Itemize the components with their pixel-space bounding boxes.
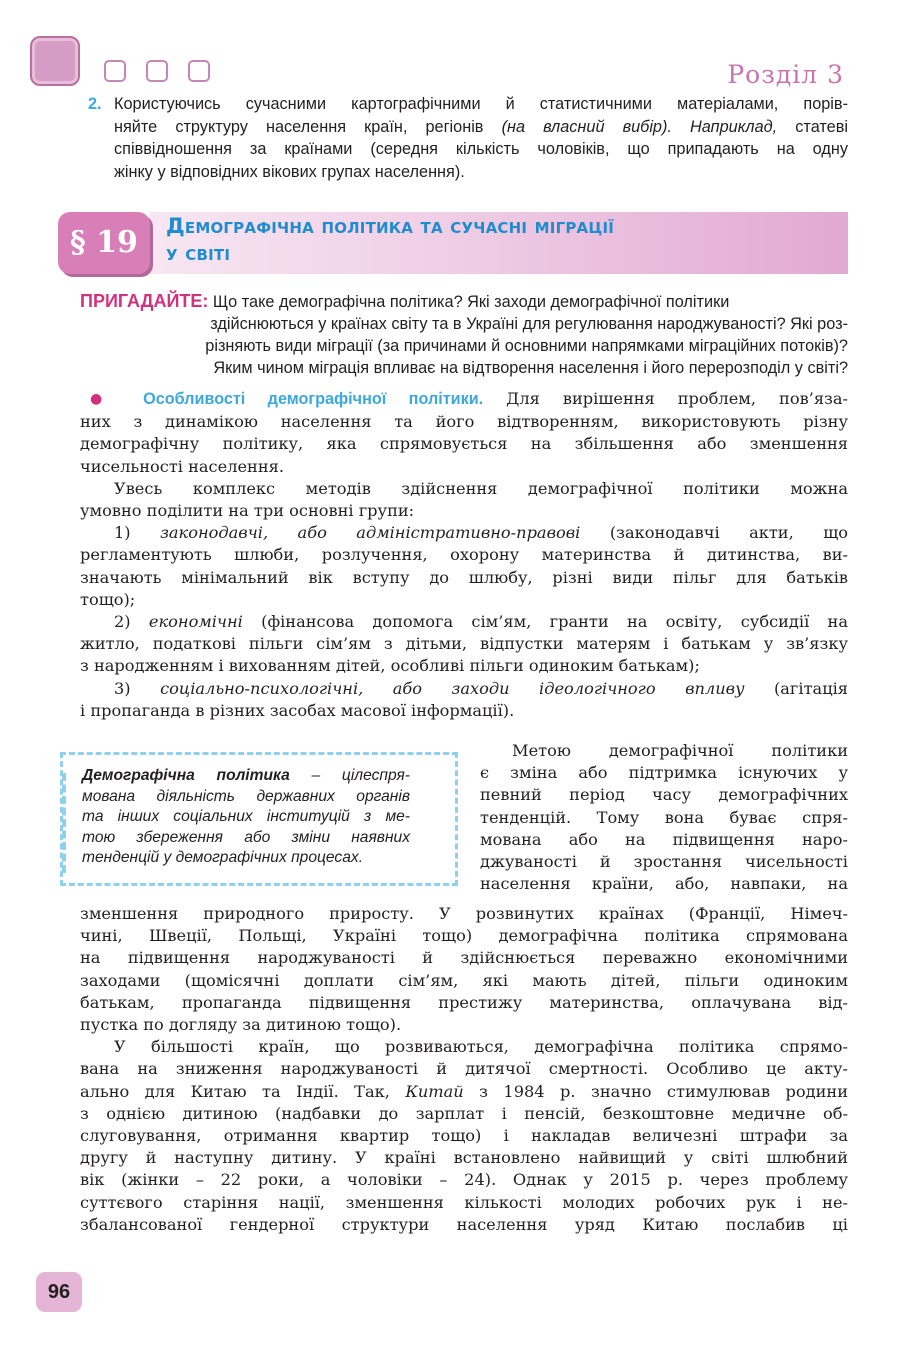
section-header: Розділ 3 (727, 60, 844, 89)
paragraph-title (166, 213, 614, 267)
recall-label: ПРИГАДАЙТЕ: (80, 291, 209, 311)
group-name: економічні (148, 612, 243, 632)
body-line: заходами (щомісячні доплати сім’ям, які мають дітей, пільги одиноким (80, 970, 848, 990)
definition-line: мована діяльність державних органів (82, 787, 410, 805)
task-line: співвідношення за країнами (середня кількість чоловіків, що припадають на одну (114, 140, 848, 158)
definition-line: – цілеспря- (289, 767, 410, 784)
body-line: на підвищення народжуваності й здійснюється переважно економічними (80, 948, 848, 968)
body-line: Метою демографічної політики (512, 741, 848, 760)
body-line: чисельності населення. (80, 456, 284, 476)
body-line: слуговування, отримання квартир тощо) і накладав величезні штрафи за (80, 1126, 848, 1146)
recall-block (80, 290, 848, 379)
body-line: джуваності й зростання чисельності (480, 852, 848, 872)
group-name: соціально-психологічні, або заходи ідеологічного впливу (160, 678, 745, 698)
paragraph-badge: § 19 (58, 212, 150, 274)
task-line: Користуючись сучасними картографічними й статистичними матеріалами, порів- (114, 95, 848, 113)
decorative-square-3 (188, 60, 210, 82)
body-line: демографічну політику, яка спрямовується на збільшення або зменшення (80, 434, 848, 454)
body-line: збалансованої гендерної структури населення уряд Китаю послабив ці (80, 1214, 848, 1234)
definition-line: тою збереження або зміни наявних (82, 828, 410, 846)
paragraph-title-line2: у світі (166, 241, 231, 265)
page-number: 96 (36, 1272, 82, 1312)
body-line: житло, податкові пільги сім’ям з дітьми, відпустки матерям і батькам у зв’язку (80, 634, 848, 654)
body-line: чині, Швеції, Польщі, Україні тощо) демографічна політика спрямована (80, 926, 848, 946)
paragraph-title-line1: Демографічна політика та сучасні міграції (166, 214, 615, 238)
body-line: з однією дитиною (надбавки до зарплат і пенсій, безкоштовне медичне об- (80, 1103, 848, 1123)
body-line: другу й наступну дитину. У країні встановлено найвищий у світі шлюбний (80, 1148, 848, 1168)
body-line: з народженням і вихованням дітей, особливі пільги одиноким батькам); (80, 656, 700, 676)
recall-line: різняють види міграції (за причинами й основними напрямками міграційних потоків)? (205, 337, 848, 355)
definition-term: Демографічна політика (82, 767, 290, 784)
body-line: значають мінімальний вік вступу до шлюбу, різні види пільг для батьків (80, 567, 848, 587)
definition-line: тенденцій у демографічних процесах. (82, 849, 364, 867)
body-line: певний період часу демографічних (480, 785, 848, 805)
body-line: них з динамікою населення та його відтворенням, використовують різну (80, 412, 848, 432)
body-line: (агітація (744, 678, 848, 698)
country-name: Китай (405, 1081, 464, 1101)
task-number: 2. (88, 95, 102, 113)
decorative-square-1 (104, 60, 126, 82)
body-line: Увесь комплекс методів здійснення демографічної політики можна (114, 478, 848, 498)
body-line: мована або на підвищення наро- (480, 829, 848, 849)
recall-line: здійснюються у країнах світу та в Україні для регулювання народжуваності? Які роз- (210, 315, 848, 333)
recall-line: Яким чином міграція впливає на відтворення населення і його перерозподіл у світі? (213, 359, 848, 377)
list-number: 2) (114, 612, 149, 632)
body-line: умовно поділити на три основні групи: (80, 501, 415, 521)
bullet-icon: ● (90, 391, 121, 407)
body-line: (фінансова допомога сім’ям, гранти на освіту, субсидії на (242, 612, 848, 632)
body-line: з 1984 р. значно стимулював родини (463, 1081, 848, 1101)
list-number: 1) (114, 523, 161, 543)
decorative-square-2 (146, 60, 168, 82)
body-text-1 (80, 388, 848, 722)
body-text-2 (80, 903, 848, 1236)
group-name: законодавчі, або адміністративно-правові (160, 523, 581, 543)
body-line: зменшення природного приросту. У розвинутих країнах (Франції, Німеч- (80, 904, 848, 923)
list-number: 3) (114, 678, 161, 698)
body-line: Для вирішення проблем, пов’яза- (483, 389, 848, 408)
body-line: є зміна або підтримка існуючих у (480, 763, 848, 783)
task-2 (88, 93, 848, 183)
subheading: Особливості демографічної політики. (143, 390, 484, 408)
body-line: вана на зниження народжуваності й дитячої смертності. Особливо це акту- (80, 1059, 848, 1079)
task-line: няйте структуру населення країн, регіонів (на власний вибір). Наприклад, статеві (114, 117, 848, 136)
definition-text (82, 766, 410, 869)
body-line: населення країни, або, навпаки, на (480, 874, 848, 894)
body-line: пустка по догляду за дитиною тощо). (80, 1015, 402, 1035)
body-line: регламентують шлюби, розлучення, охорону материнства й дитинства, ви- (80, 545, 848, 565)
right-column-text (480, 740, 848, 895)
body-line: вік (жінки – 22 роки, а чоловіки – 24). Однак у 2015 р. через проблему (80, 1170, 848, 1190)
body-line: У більшості країн, що розвиваються, демографічна політика спрямо- (114, 1037, 848, 1057)
body-line: (законодавчі акти, що (580, 523, 848, 543)
body-line: і пропаганда в різних засобах масової інформації). (80, 700, 515, 720)
task-line: жінку у відповідних вікових групах населення). (114, 162, 465, 181)
body-line: суттєвого старіння нації, зменшення кількості молодих робочих рук і не- (80, 1192, 848, 1212)
definition-line: та інших соціальних інституцій з ме- (82, 808, 410, 826)
body-line: тенденцій. Тому вона буває спря- (480, 807, 848, 827)
recall-line: Що таке демографічна політика? Які заходи демографічної політики (208, 293, 730, 311)
body-line: батькам, пропаганда підвищення престижу материнства, оплачувана від- (80, 992, 848, 1012)
decorative-square-large (30, 36, 80, 86)
body-line: ально для Китаю та Індії. Так, (80, 1081, 406, 1101)
body-line: тощо); (80, 589, 136, 609)
